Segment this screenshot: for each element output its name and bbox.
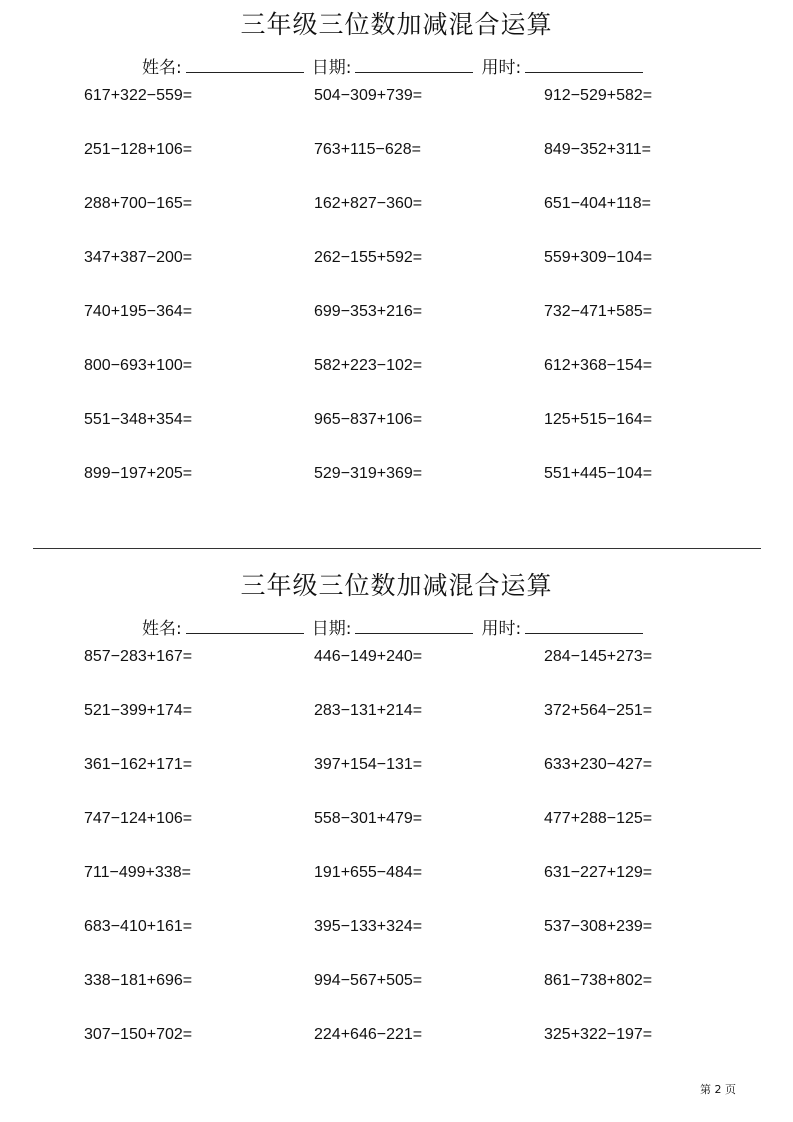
- problem: 477+288−125=: [544, 810, 653, 827]
- worksheet-1: [0, 0, 793, 520]
- date-blank: [355, 616, 473, 634]
- problem: 551+445−104=: [544, 465, 653, 482]
- problem: 397+154−131=: [314, 756, 423, 773]
- problem-row: [0, 1024, 793, 1046]
- problem: 325+322−197=: [544, 1026, 653, 1043]
- date-label: 日期:: [311, 619, 352, 639]
- time-blank: [525, 616, 643, 634]
- name-label: 姓名:: [142, 58, 182, 78]
- problem-row: [0, 85, 793, 107]
- problem: 372+564−251=: [544, 702, 653, 719]
- problem: 617+322−559=: [84, 87, 193, 104]
- problem: 857−283+167=: [84, 648, 193, 665]
- problem: 284−145+273=: [544, 648, 653, 665]
- page-number: 第 2 页: [700, 1083, 736, 1096]
- problem: 711−499+338=: [84, 864, 191, 881]
- problem: 288+700−165=: [84, 195, 193, 212]
- problem: 347+387−200=: [84, 249, 193, 266]
- problem-row: [0, 355, 793, 377]
- worksheet-2: [0, 561, 793, 1081]
- problem: 633+230−427=: [544, 756, 653, 773]
- problem: 631−227+129=: [544, 864, 653, 881]
- problem: 732−471+585=: [544, 303, 653, 320]
- name-label: 姓名:: [142, 619, 182, 639]
- problem-row: [0, 409, 793, 431]
- problem: 899−197+205=: [84, 465, 193, 482]
- problem: 551−348+354=: [84, 411, 193, 428]
- problem-row: [0, 754, 793, 776]
- problem: 395−133+324=: [314, 918, 423, 935]
- date-blank: [355, 55, 473, 73]
- problem: 251−128+106=: [84, 141, 193, 158]
- date-label: 日期:: [311, 58, 352, 78]
- student-info-line: [142, 55, 651, 80]
- problem: 125+515−164=: [544, 411, 653, 428]
- problem: 800−693+100=: [84, 357, 193, 374]
- problem: 965−837+106=: [314, 411, 423, 428]
- problem: 559+309−104=: [544, 249, 653, 266]
- problem: 582+223−102=: [314, 357, 423, 374]
- problem: 912−529+582=: [544, 87, 653, 104]
- problem-row: [0, 139, 793, 161]
- problem: 861−738+802=: [544, 972, 653, 989]
- problem: 994−567+505=: [314, 972, 423, 989]
- problem: 162+827−360=: [314, 195, 423, 212]
- problem-row: [0, 970, 793, 992]
- problem: 763+115−628=: [314, 141, 421, 158]
- problem: 361−162+171=: [84, 756, 193, 773]
- worksheet-title: 三年级三位数加减混合运算: [240, 10, 553, 39]
- problem: 338−181+696=: [84, 972, 193, 989]
- problem: 224+646−221=: [314, 1026, 423, 1043]
- problem-row: [0, 463, 793, 485]
- name-blank: [186, 616, 304, 634]
- problem: 529−319+369=: [314, 465, 423, 482]
- problem-row: [0, 862, 793, 884]
- problem: 849−352+311=: [544, 141, 651, 158]
- name-blank: [186, 55, 304, 73]
- student-info-line: [142, 616, 651, 641]
- worksheet-title: 三年级三位数加减混合运算: [240, 571, 553, 600]
- problem: 504−309+739=: [314, 87, 423, 104]
- problem: 283−131+214=: [314, 702, 423, 719]
- problem: 740+195−364=: [84, 303, 193, 320]
- time-label: 用时:: [481, 58, 522, 78]
- problem: 558−301+479=: [314, 810, 423, 827]
- problem-row: [0, 700, 793, 722]
- problem: 191+655−484=: [314, 864, 423, 881]
- problem: 612+368−154=: [544, 357, 653, 374]
- problem: 307−150+702=: [84, 1026, 193, 1043]
- problem: 446−149+240=: [314, 648, 423, 665]
- time-label: 用时:: [481, 619, 522, 639]
- problem-row: [0, 193, 793, 215]
- time-blank: [525, 55, 643, 73]
- problem-row: [0, 808, 793, 830]
- problem: 262−155+592=: [314, 249, 423, 266]
- problem: 699−353+216=: [314, 303, 423, 320]
- problem: 521−399+174=: [84, 702, 193, 719]
- problem-row: [0, 301, 793, 323]
- problem-row: [0, 247, 793, 269]
- problem: 683−410+161=: [84, 918, 193, 935]
- cut-line-divider: [33, 548, 761, 549]
- problem-row: [0, 916, 793, 938]
- problem: 747−124+106=: [84, 810, 193, 827]
- problem-row: [0, 646, 793, 668]
- problem: 651−404+118=: [544, 195, 651, 212]
- problem: 537−308+239=: [544, 918, 653, 935]
